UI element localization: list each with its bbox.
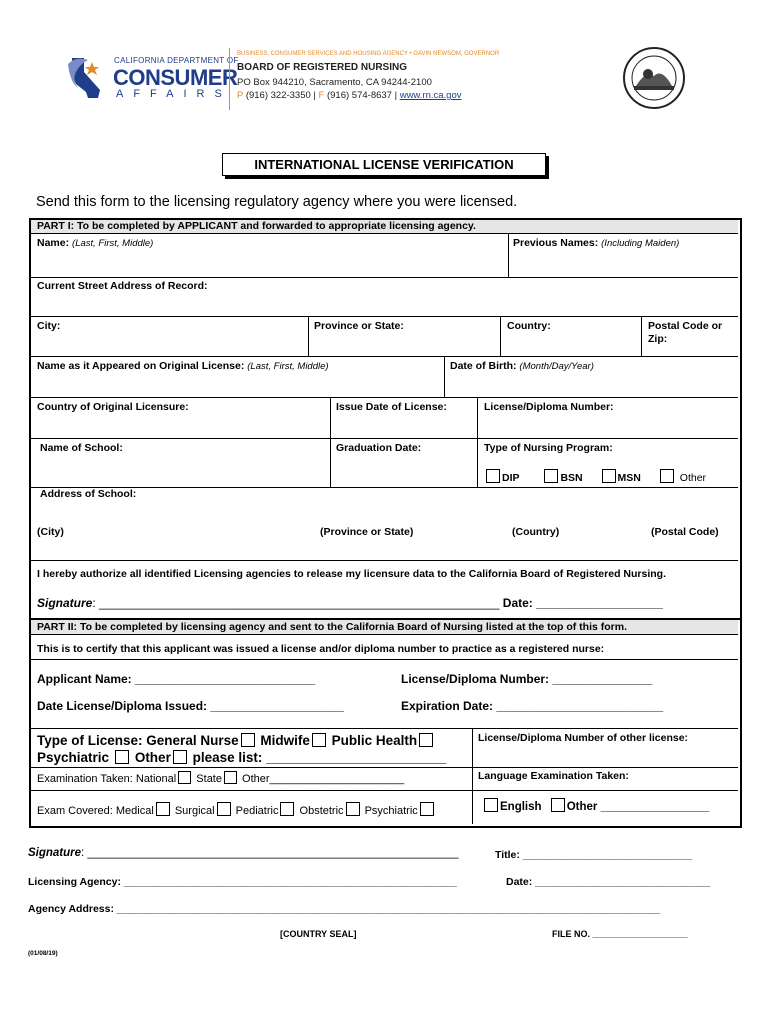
rule	[500, 316, 501, 356]
rule	[330, 397, 331, 487]
checkbox-national[interactable]	[178, 771, 191, 784]
school-address-field[interactable]: Address of School:	[40, 488, 137, 500]
covered-medical: Medical	[115, 805, 154, 817]
option-dip: DIP	[502, 472, 520, 484]
checkbox-dip[interactable]	[486, 469, 500, 483]
licensing-agency-field[interactable]: Licensing Agency: _________________________________________________________	[28, 876, 457, 888]
type-please-list[interactable]: please list: ________________________	[192, 750, 447, 765]
exam-taken-group	[37, 771, 404, 785]
lang-english: English	[500, 801, 542, 813]
form-title-box	[222, 153, 546, 176]
rule	[31, 728, 738, 729]
agency-signature-line[interactable]	[28, 847, 458, 859]
issue-date-field[interactable]: Issue Date of License:	[336, 401, 447, 413]
dept-main-text: CONSUMER	[113, 65, 238, 90]
board-contact: P (916) 322-3350 | F (916) 574-8637 | www.rn.ca.gov	[237, 90, 462, 101]
covered-surgical: Surgical	[174, 805, 215, 817]
dob-label: Date of Birth:	[450, 360, 517, 372]
checkbox-english[interactable]	[484, 798, 498, 812]
rule	[308, 316, 309, 356]
agency-date-field[interactable]: Date: ______________________________	[506, 876, 711, 888]
rule	[31, 438, 738, 439]
board-name: BOARD OF REGISTERED NURSING	[237, 62, 408, 73]
form-title: INTERNATIONAL LICENSE VERIFICATION	[254, 157, 514, 172]
nursing-program-options	[484, 469, 734, 484]
rule	[641, 316, 642, 356]
checkbox-general-nurse[interactable]	[241, 733, 255, 747]
date-issued-field[interactable]: Date License/Diploma Issued: ____________________	[37, 699, 344, 713]
signature-label: Signature	[37, 596, 93, 610]
rule	[31, 487, 738, 488]
country-of-licensure-field[interactable]: Country of Original Licensure:	[37, 401, 189, 413]
exam-covered-group	[37, 802, 436, 817]
letterhead-divider	[229, 48, 230, 110]
license-number-field[interactable]: License/Diploma Number:	[484, 401, 614, 413]
school-city-sub: (City)	[37, 526, 64, 538]
province-field[interactable]: Province or State:	[314, 320, 404, 332]
language-exam-label: Language Examination Taken:	[478, 770, 629, 782]
name-hint: (Last, First, Middle)	[72, 238, 154, 249]
instruction-text: Send this form to the licensing regulatory agency where you were licensed.	[36, 194, 518, 210]
checkbox-pediatric[interactable]	[280, 802, 294, 816]
dept-sub-text: AFFAIRS	[116, 88, 232, 100]
postal-label-line1: Postal Code or	[648, 320, 723, 332]
checkbox-medical[interactable]	[156, 802, 170, 816]
original-name-label: Name as it Appeared on Original License:	[37, 360, 245, 372]
exam-taken-label: Examination Taken:	[37, 773, 133, 785]
rule	[508, 233, 509, 277]
rule	[31, 659, 738, 660]
rule	[444, 356, 445, 397]
dept-top-text: CALIFORNIA DEPARTMENT OF	[114, 56, 239, 65]
previous-names-hint: (Including Maiden)	[601, 238, 680, 249]
type-general-nurse: General Nurse	[146, 733, 239, 748]
checkbox-other-program[interactable]	[660, 469, 674, 483]
exam-covered-label: Exam Covered:	[37, 805, 113, 817]
checkbox-surgical[interactable]	[217, 802, 231, 816]
option-other: Other	[679, 472, 707, 484]
covered-pediatric: Pediatric	[235, 805, 279, 817]
fax-number: (916) 574-8637	[326, 90, 392, 101]
type-public-health: Public Health	[331, 733, 418, 748]
board-address: PO Box 944210, Sacramento, CA 94244-2100	[237, 77, 432, 88]
agency-signature-label: Signature	[28, 847, 82, 859]
signature-blank: : ____________________________________________________________	[92, 596, 500, 610]
type-midwife: Midwife	[260, 733, 310, 748]
file-number-field[interactable]: FILE NO. ___________________	[552, 929, 688, 939]
graduation-date-field[interactable]: Graduation Date:	[336, 442, 422, 454]
rule	[477, 397, 478, 487]
dob-hint: (Month/Day/Year)	[519, 361, 594, 372]
name-field[interactable]	[37, 237, 153, 249]
checkbox-type-other[interactable]	[173, 750, 187, 764]
applicant-date: Date: ___________________	[502, 596, 663, 610]
website-link[interactable]: www.rn.ca.gov	[399, 90, 462, 101]
phone-prefix: P	[237, 90, 244, 101]
state-seal-icon	[622, 46, 686, 110]
checkbox-lang-other[interactable]	[551, 798, 565, 812]
date-of-birth-field[interactable]	[450, 360, 594, 372]
checkbox-msn[interactable]	[602, 469, 616, 483]
agency-line: BUSINESS, CONSUMER SERVICES AND HOUSING AGENCY • GAVIN NEWSOM, GOVERNOR	[237, 51, 500, 57]
type-psychiatric: Psychiatric	[37, 750, 110, 765]
other-license-number-field[interactable]: License/Diploma Number of other license:	[478, 732, 689, 744]
dca-logo	[66, 50, 239, 110]
checkbox-covered-psychiatric[interactable]	[420, 802, 434, 816]
type-other: Other	[134, 750, 171, 765]
checkbox-psychiatric[interactable]	[115, 750, 129, 764]
school-province-sub: (Province or State)	[320, 526, 414, 538]
checkbox-midwife[interactable]	[312, 733, 326, 747]
checkbox-obstetric[interactable]	[346, 802, 360, 816]
rule	[31, 560, 738, 561]
part1-header: PART I: To be completed by APPLICANT and forwarded to appropriate licensing agency.	[37, 220, 476, 232]
city-field[interactable]: City:	[37, 320, 61, 332]
previous-names-field[interactable]	[513, 237, 679, 249]
country-field[interactable]: Country:	[507, 320, 551, 332]
option-bsn: BSN	[560, 472, 583, 484]
license-type-group	[37, 732, 446, 766]
applicant-name-field[interactable]: Applicant Name: ___________________________	[37, 672, 316, 686]
original-name-hint: (Last, First, Middle)	[247, 361, 329, 372]
language-options	[482, 798, 709, 813]
revision-date: (01/08/19)	[28, 950, 58, 957]
agency-signature-blank: : __________________________________________________________	[81, 847, 459, 859]
agency-title-field[interactable]: Title: _____________________________	[495, 849, 693, 861]
rule	[31, 790, 738, 791]
rule	[472, 728, 473, 824]
checkbox-bsn[interactable]	[544, 469, 558, 483]
rule	[31, 356, 738, 357]
previous-names-label: Previous Names:	[513, 237, 599, 249]
exam-other[interactable]: Other______________________	[242, 773, 405, 785]
agency-address-field[interactable]: Agency Address: _____________________________________________________________________________________________	[28, 903, 660, 915]
expiration-date-field[interactable]: Expiration Date: _________________________	[401, 699, 664, 713]
exam-national: National	[135, 773, 177, 785]
rule	[31, 767, 738, 768]
phone-number: (916) 322-3350	[245, 90, 311, 101]
covered-psychiatric: Psychiatric	[364, 805, 418, 817]
school-name-field[interactable]: Name of School:	[40, 442, 123, 454]
california-map-icon	[66, 54, 110, 104]
checkbox-public-health[interactable]	[419, 733, 433, 747]
applicant-signature-line[interactable]	[37, 596, 663, 610]
agency-license-number-field[interactable]: License/Diploma Number: _______________	[401, 672, 653, 686]
checkbox-state[interactable]	[224, 771, 237, 784]
rule	[31, 316, 738, 317]
nursing-program-label: Type of Nursing Program:	[484, 442, 613, 454]
option-msn: MSN	[617, 472, 641, 484]
lang-other[interactable]: Other _________________	[566, 801, 710, 813]
name-label: Name:	[37, 237, 70, 249]
license-type-label: Type of License:	[37, 733, 143, 748]
exam-state: State	[196, 773, 222, 785]
part2-header: PART II: To be completed by licensing agency and sent to the California Board of Nursing listed at the top of this form.	[37, 621, 627, 633]
rule	[31, 233, 738, 234]
rule	[31, 277, 738, 278]
postal-label-line2: Zip:	[648, 333, 668, 345]
covered-obstetric: Obstetric	[299, 805, 344, 817]
original-name-field[interactable]	[37, 360, 329, 372]
country-seal-label: [COUNTRY SEAL]	[280, 929, 357, 939]
fax-prefix: F	[318, 90, 325, 101]
postal-code-field[interactable]	[648, 320, 722, 346]
school-postal-sub: (Postal Code)	[651, 526, 719, 538]
authorization-text: I hereby authorize all identified Licensing agencies to release my licensure data to the California Board of Registered Nursing.	[37, 568, 666, 580]
rule	[31, 634, 738, 635]
rule	[31, 397, 738, 398]
street-address-field[interactable]: Current Street Address of Record:	[37, 280, 208, 292]
certify-text: This is to certify that this applicant was issued a license and/or diploma number to practice as a registered nurse:	[37, 643, 605, 655]
school-country-sub: (Country)	[512, 526, 560, 538]
